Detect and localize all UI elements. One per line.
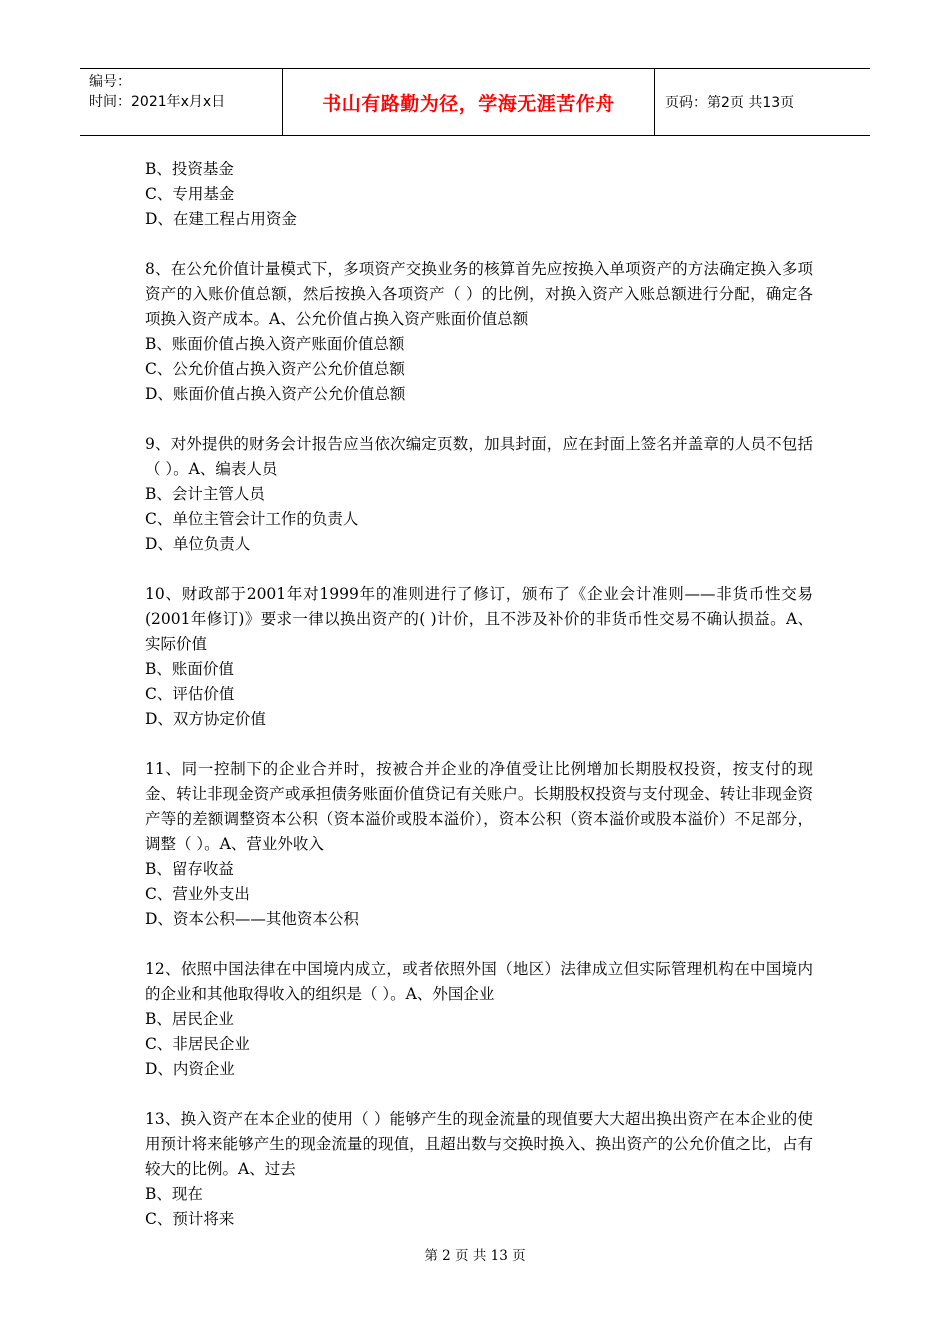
question-stem: 13、换入资产在本企业的使用（ ）能够产生的现金流量的现值要大大超出换出资产在本企业的使用预计将来能够产生的现金流量的现值，且超出数与交换时换入、换出资产的公允价值之比，占有较大的比例。A、过去	[145, 1110, 813, 1178]
answer-option: C、专用基金	[145, 185, 235, 203]
answer-option: B、会计主管人员	[145, 485, 265, 503]
paragraph-gap	[145, 932, 813, 957]
answer-option: D、双方协定价值	[145, 710, 266, 728]
question-stem: 10、财政部于2001年对1999年的准则进行了修订，颁布了《企业会计准则——非货币性交易(2001年修订)》要求一律以换出资产的( )计价，且不涉及补价的非货币性交易不确认损益。A、实际价值	[145, 585, 813, 653]
question-stem: 9、对外提供的财务会计报告应当依次编定页数，加具封面，应在封面上签名并盖章的人员不包括（ ）。A、编表人员	[145, 435, 813, 478]
answer-option: C、单位主管会计工作的负责人	[145, 510, 359, 528]
question-stem: 8、在公允价值计量模式下，多项资产交换业务的核算首先应按换入单项资产的方法确定换入多项资产的入账价值总额，然后按换入各项资产（ ）的比例，对换入资产入账总额进行分配，确定各项换入资产成本。A、公允价值占换入资产账面价值总额	[145, 260, 813, 328]
answer-option: D、账面价值占换入资产公允价值总额	[145, 385, 406, 403]
document-time: 时间：2021年x月x日	[89, 94, 226, 110]
answer-option: D、在建工程占用资金	[145, 210, 297, 228]
answer-option: C、公允价值占换入资产公允价值总额	[145, 360, 405, 378]
question-stem: 12、依照中国法律在中国境内成立，或者依照外国（地区）法律成立但实际管理机构在中国境内的企业和其他取得收入的组织是（ ）。A、外国企业	[145, 960, 813, 1003]
page-code: 页码：第2页 共13页	[665, 95, 795, 111]
page-header	[80, 68, 870, 136]
answer-option: D、内资企业	[145, 1060, 235, 1078]
paragraph-gap	[145, 732, 813, 757]
motto-text: 书山有路勤为径，学海无涯苦作舟	[322, 92, 615, 115]
question-stem: 11、同一控制下的企业合并时，按被合并企业的净值受让比例增加长期股权投资，按支付的现金、转让非现金资产或承担债务账面价值贷记有关账户。长期股权投资与支付现金、转让非现金资产等的差额调整资本公积（资本溢价或股本溢价），资本公积（资本溢价或股本溢价）不足部分，调整（ ）。A、营业外收入	[145, 760, 813, 853]
answer-option: C、预计将来	[145, 1210, 235, 1228]
answer-option: B、现在	[145, 1185, 203, 1203]
answer-option: C、营业外支出	[145, 885, 250, 903]
header-page-code-cell	[655, 69, 870, 135]
answer-option: B、居民企业	[145, 1010, 234, 1028]
header-meta	[80, 69, 282, 135]
answer-option: C、非居民企业	[145, 1035, 250, 1053]
paragraph-gap	[145, 1082, 813, 1107]
paragraph-gap	[145, 232, 813, 257]
answer-option: C、评估价值	[145, 685, 235, 703]
answer-option: B、留存收益	[145, 860, 234, 878]
answer-option: B、投资基金	[145, 160, 234, 178]
answer-option: B、账面价值	[145, 660, 234, 678]
paragraph-gap	[145, 557, 813, 582]
answer-option: D、单位负责人	[145, 535, 251, 553]
question-content	[145, 157, 813, 1232]
answer-option: B、账面价值占换入资产账面价值总额	[145, 335, 405, 353]
document-number-label: 编号：	[89, 74, 131, 90]
answer-option: D、资本公积——其他资本公积	[145, 910, 359, 928]
paragraph-gap	[145, 407, 813, 432]
header-motto-cell	[282, 69, 655, 135]
page-footer: 第 2 页 共 13 页	[424, 1248, 526, 1264]
